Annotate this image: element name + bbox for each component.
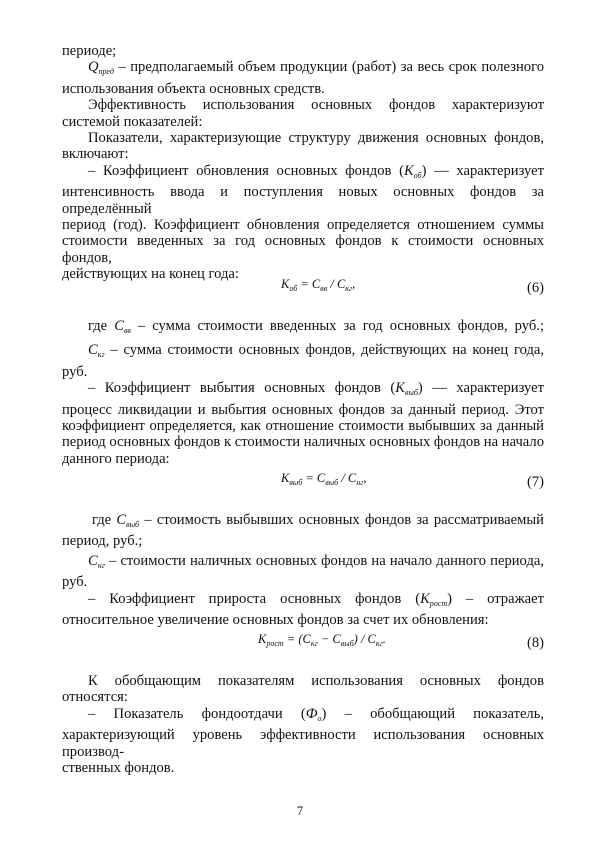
text-line: руб. [62, 574, 88, 591]
text-line: период, руб.; [62, 533, 143, 550]
formula-expression: $К_{об} = С_{вв} / С_{кг}$, [281, 277, 356, 293]
text-line: Показатели, характеризующие структуру движения основных фондов, [88, 130, 544, 147]
text-line: Эффективность использования основных фондов характеризуют [88, 97, 544, 114]
text-line: $С_{кг}$ – сумма стоимости основных фондов, действующих на конец года, [88, 342, 544, 360]
text-line: периоде; [62, 43, 117, 59]
text-line: руб. [62, 363, 88, 380]
formula-expression: $К_{рост} = (С_{кг} - С_{выб}) / С_{кг}$. [258, 632, 386, 648]
text-line: К обобщающим показателям использования основных фондов [88, 673, 544, 689]
body-text-mid-1 [62, 318, 544, 467]
text-line: интенсивность ввода и поступления новых основных фондов за определённый [62, 184, 544, 217]
text-line: $Q_{пред}$ – предполагаемый объем продукции (работ) за весь срок полезного [88, 59, 544, 77]
text-line: процесс ликвидации и выбытия основных фондов за данный период. Этот [62, 401, 544, 418]
page-number: 7 [296, 804, 304, 818]
formula-7 [62, 471, 544, 491]
text-line: стоимости введенных за год основных фондов к стоимости основных фондов, [62, 233, 544, 266]
formula-number: (6) [526, 280, 544, 296]
text-line: использования объекта основных средств. [62, 80, 325, 97]
text-line: где $С_{выб}$ – стоимость выбывших основных фондов за рассматриваемый [92, 512, 544, 529]
text-line: – Коэффициент выбытия основных фондов $(К_{выб})$ — характеризует [88, 380, 545, 398]
formula-8 [62, 632, 544, 652]
text-line: данного периода: [62, 450, 170, 467]
body-text-bottom [62, 673, 544, 776]
formula-expression: $К_{выб} = С_{выб} / С_{нг}$, [281, 471, 367, 487]
text-line: системой показателей: [62, 113, 203, 130]
formula-6 [62, 277, 544, 297]
formula-number: (7) [526, 474, 544, 490]
text-line: – Коэффициент прироста основных фондов $(К_{рост})$ – отражает [88, 590, 544, 608]
text-line: $С_{нг}$ – стоимости наличных основных фондов на начало данного периода, [88, 552, 544, 570]
text-line: относятся: [62, 689, 128, 706]
body-text-mid-2 [62, 512, 544, 628]
body-text-top [62, 43, 544, 283]
text-line: ственных фондов. [62, 760, 175, 777]
text-line: относительное увеличение основных фондов за счет их обновления: [62, 612, 489, 629]
text-line: характеризующий уровень эффективности использования основных производ- [62, 727, 544, 760]
text-line: период основных фондов к стоимости наличных основных фондов на начало [62, 434, 544, 451]
text-line: – Коэффициент обновления основных фондов $(К_{об})$ — характеризует [88, 162, 544, 180]
text-line: включают: [62, 146, 129, 163]
text-line: действующих на конец года: [62, 266, 239, 283]
text-line: где $С_{вв}$ – сумма стоимости введенных за год основных фондов, руб.; [88, 318, 545, 335]
text-line: коэффициент определяется, как отношение стоимости выбывших за данный [62, 418, 544, 435]
text-line: период (год). Коэффициент обновления определяется отношением суммы [62, 217, 544, 234]
text-line: – Показатель фондоотдачи $(Ф_о)$ – обобщающий показатель, [88, 705, 545, 723]
formula-number: (8) [526, 635, 544, 651]
